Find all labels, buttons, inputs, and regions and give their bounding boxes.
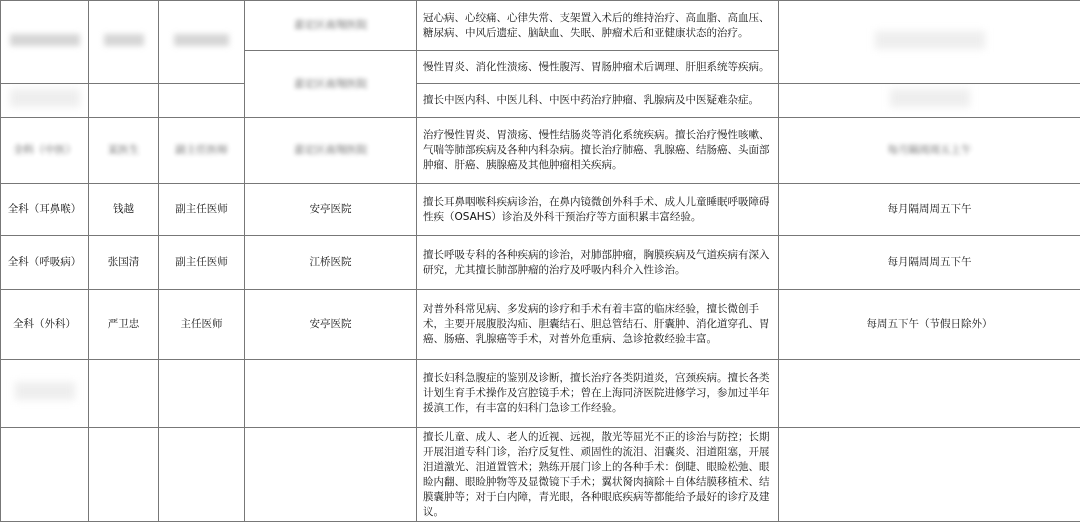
dept-text: 全科（耳鼻喉） — [7, 203, 82, 215]
schedule-text: 每周五下午（节假日除外） — [866, 318, 993, 330]
specialty-text: 慢性胃炎、消化性溃疡、慢性腹泻、胃肠肿瘤术后调理、肝胆系统等疾病。 — [423, 60, 770, 73]
specialty-cell — [417, 184, 779, 236]
doctor-cell — [89, 428, 159, 522]
doctor-cell — [89, 118, 159, 184]
title-cell — [159, 428, 245, 522]
title-cell — [159, 360, 245, 428]
table-row — [1, 236, 1080, 290]
table-row — [1, 118, 1080, 184]
doctor-cell — [89, 290, 159, 360]
title-cell — [159, 290, 245, 360]
dept-cell — [1, 428, 89, 522]
schedule-cell — [779, 290, 1080, 360]
doctor-cell — [89, 236, 159, 290]
title-cell — [159, 236, 245, 290]
specialty-text: 对普外科常见病、多发病的诊疗和手术有着丰富的临床经验，擅长微创手术，主要开展腹股沟疝、胆囊结石、胆总管结石、肝囊肿、消化道穿孔、胃癌、肠癌、乳腺癌等手术，对普外危重病、急诊抢救经验丰富。 — [423, 303, 770, 345]
title-cell — [159, 184, 245, 236]
table-row — [1, 290, 1080, 360]
hospital-cell — [245, 118, 417, 184]
specialty-cell — [417, 84, 779, 118]
hospital-text: 嘉定区南翔医院 — [293, 77, 368, 90]
doctor-text: 张国清 — [107, 256, 140, 268]
specialty-cell — [417, 236, 779, 290]
dept-cell — [1, 236, 89, 290]
dept-text: 全科（中医） — [13, 144, 76, 156]
doctor-cell — [89, 84, 159, 118]
doctor-cell — [89, 360, 159, 428]
table-row — [1, 1, 1080, 51]
title-text: 副主任医师 — [175, 256, 228, 268]
schedule-cell — [779, 118, 1080, 184]
specialty-text: 擅长中医内科、中医儿科、中医中药治疗肿瘤、乳腺病及中医疑难杂症。 — [423, 94, 759, 106]
hospital-cell — [245, 184, 417, 236]
specialty-text: 擅长呼吸专科的各种疾病的诊治，对肺部肿瘤，胸膜疾病及气道疾病有深入研究，尤其擅长肺部肿瘤的治疗及呼吸内科介入性诊治。 — [423, 248, 770, 276]
hospital-text: 江桥医院 — [309, 256, 352, 268]
specialty-cell — [417, 360, 779, 428]
schedule-cell — [779, 84, 1080, 118]
dept-cell — [1, 1, 89, 84]
hospital-text: 安亭医院 — [309, 318, 352, 330]
hospital-cell — [245, 360, 417, 428]
specialty-cell — [417, 1, 779, 51]
specialty-text: 治疗慢性胃炎、胃溃疡、慢性结肠炎等消化系统疾病。擅长治疗慢性咳嗽、气喘等肺部疾病及各种内科杂病。擅长治疗肺癌、乳腺癌、结肠癌、头面部肿瘤、肝癌、胰腺癌及其他肿瘤相关疾病。 — [423, 129, 770, 171]
hospital-cell — [245, 290, 417, 360]
hospital-text: 安亭医院 — [309, 203, 352, 215]
hospital-cell — [245, 51, 417, 118]
schedule-cell — [779, 1, 1080, 84]
dept-text: 全科（呼吸病） — [7, 256, 82, 268]
hospital-text: 嘉定区南翔医院 — [293, 19, 368, 31]
specialty-cell — [417, 118, 779, 184]
specialty-cell — [417, 428, 779, 522]
specialty-text: 擅长儿童、成人、老人的近视、远视，散光等屈光不正的诊治与防控；长期开展泪道专科门诊，治疗反复性、顽固性的流泪、泪囊炎、泪道阻塞，开展泪道激光、泪道置管术；熟练开展门诊上的各种手术：倒睫、眼睑松弛、眼睑内翻、眼睑肿物等及显微镜下手术；翼状胬肉摘除＋自体结膜移植术、结膜囊肿等；对于白内障，青光眼，各种眼底疾病等都能给予最好的诊疗及建议。 — [423, 430, 770, 518]
specialty-text: 冠心病、心绞痛、心律失常、支架置入术后的维持治疗、高血脂、高血压、糖尿病、中风后遗症、脑缺血、失眠、肿瘤术后和亚健康状态的治疗。 — [423, 11, 770, 39]
title-cell — [159, 1, 245, 84]
title-text: 副主任医师 — [175, 203, 228, 215]
dept-cell — [1, 118, 89, 184]
specialty-cell — [417, 290, 779, 360]
table-row — [1, 428, 1080, 522]
dept-cell — [1, 184, 89, 236]
table-row — [1, 84, 1080, 118]
schedule-text: 每月隔周周五下午 — [887, 256, 972, 268]
schedule-cell — [779, 236, 1080, 290]
specialty-cell — [417, 51, 779, 84]
title-text: 副主任医师 — [175, 144, 228, 156]
dept-cell — [1, 84, 89, 118]
schedule-cell — [779, 184, 1080, 236]
dept-cell — [1, 360, 89, 428]
hospital-text: 嘉定区南翔医院 — [293, 144, 368, 156]
doctor-text: 严卫忠 — [107, 318, 140, 330]
hospital-cell — [245, 1, 417, 51]
doctor-cell — [89, 184, 159, 236]
dept-cell — [1, 290, 89, 360]
hospital-cell — [245, 428, 417, 522]
doctor-text: 某医生 — [107, 144, 140, 156]
title-cell — [159, 118, 245, 184]
schedule-text: 每月隔周周五下午 — [887, 203, 972, 215]
specialty-text: 擅长妇科急腹症的鉴别及诊断，擅长治疗各类阴道炎，宫颈疾病。擅长各类计划生育手术操作及宫腔镜手术；曾在上海同济医院进修学习，参加过半年援滇工作，有丰富的妇科门急诊工作经验。 — [423, 372, 770, 414]
title-text: 主任医师 — [180, 318, 223, 330]
doctor-text: 钱越 — [113, 203, 134, 215]
table-row — [1, 184, 1080, 236]
title-cell — [159, 84, 245, 118]
dept-text: 全科（外科） — [13, 318, 76, 330]
specialty-text: 擅长耳鼻咽喉科疾病诊治，在鼻内镜微创外科手术、成人儿童睡眠呼吸障碍性疾（OSAHS）诊治及外科干预治疗等方面积累丰富经验。 — [423, 195, 770, 223]
schedule-cell — [779, 428, 1080, 522]
schedule-cell — [779, 360, 1080, 428]
hospital-cell — [245, 236, 417, 290]
table-row — [1, 360, 1080, 428]
doctor-cell — [89, 1, 159, 84]
schedule-text: 每月隔周周五上午 — [887, 144, 972, 156]
